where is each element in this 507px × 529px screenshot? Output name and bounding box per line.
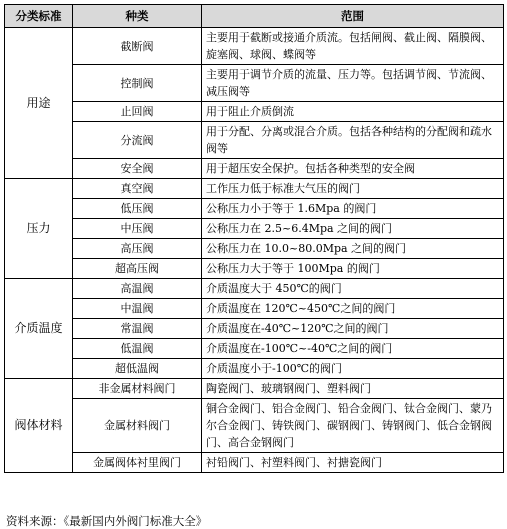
source-note: 资料来源：《最新国内外阀门标准大全》	[6, 514, 208, 528]
valve-classification-table	[4, 4, 504, 473]
table-row	[5, 259, 504, 279]
range-cell: 用于超压安全保护。包括各种类型的安全阀	[202, 159, 504, 179]
type-cell: 金属阀体衬里阀门	[73, 453, 202, 473]
table-header-row	[5, 5, 504, 28]
range-cell: 公称压力在 2.5~6.4Mpa 之间的阀门	[202, 219, 504, 239]
type-cell: 金属材料阀门	[73, 399, 202, 453]
range-cell: 主要用于调节介质的流量、压力等。包括调节阀、节流阀、减压阀等	[202, 65, 504, 102]
table-body	[5, 28, 504, 473]
range-cell: 介质温度在-40℃~120℃之间的阀门	[202, 319, 504, 339]
table-row	[5, 379, 504, 399]
category-cell: 用途	[5, 28, 73, 179]
range-cell: 铜合金阀门、铝合金阀门、铅合金阀门、钛合金阀门、蒙乃尔合金阀门、铸铁阀门、碳钢阀门、铸钢阀门、低合金钢阀门、高合金钢阀门	[202, 399, 504, 453]
header-range: 范围	[202, 5, 504, 28]
range-cell: 公称压力在 10.0~80.0Mpa 之间的阀门	[202, 239, 504, 259]
type-cell: 高温阀	[73, 279, 202, 299]
range-cell: 介质温度在-100℃~-40℃之间的阀门	[202, 339, 504, 359]
type-cell: 安全阀	[73, 159, 202, 179]
type-cell: 控制阀	[73, 65, 202, 102]
table-row	[5, 122, 504, 159]
header-type: 种类	[73, 5, 202, 28]
header-classification-standard: 分类标准	[5, 5, 73, 28]
table-row	[5, 102, 504, 122]
table-row	[5, 453, 504, 473]
range-cell: 用于阻止介质倒流	[202, 102, 504, 122]
type-cell: 真空阀	[73, 179, 202, 199]
range-cell: 介质温度小于-100℃的阀门	[202, 359, 504, 379]
type-cell: 低压阀	[73, 199, 202, 219]
table-row	[5, 65, 504, 102]
type-cell: 非金属材料阀门	[73, 379, 202, 399]
table-row	[5, 339, 504, 359]
table-row	[5, 159, 504, 179]
type-cell: 中温阀	[73, 299, 202, 319]
table-row	[5, 319, 504, 339]
range-cell: 陶瓷阀门、玻璃钢阀门、塑料阀门	[202, 379, 504, 399]
range-cell: 公称压力小于等于 1.6Mpa 的阀门	[202, 199, 504, 219]
category-cell: 阀体材料	[5, 379, 73, 473]
range-cell: 公称压力大于等于 100Mpa 的阀门	[202, 259, 504, 279]
type-cell: 中压阀	[73, 219, 202, 239]
category-cell: 介质温度	[5, 279, 73, 379]
table-row	[5, 179, 504, 199]
type-cell: 常温阀	[73, 319, 202, 339]
table-row	[5, 299, 504, 319]
table-row	[5, 199, 504, 219]
table-row	[5, 219, 504, 239]
range-cell: 用于分配、分离或混合介质。包括各种结构的分配阀和疏水阀等	[202, 122, 504, 159]
range-cell: 工作压力低于标准大气压的阀门	[202, 179, 504, 199]
range-cell: 衬铅阀门、衬塑料阀门、衬搪瓷阀门	[202, 453, 504, 473]
type-cell: 高压阀	[73, 239, 202, 259]
type-cell: 止回阀	[73, 102, 202, 122]
table-row	[5, 399, 504, 453]
table-row	[5, 279, 504, 299]
type-cell: 截断阀	[73, 28, 202, 65]
range-cell: 主要用于截断或接通介质流。包括闸阀、截止阀、隔膜阀、旋塞阀、球阀、蝶阀等	[202, 28, 504, 65]
range-cell: 介质温度大于 450℃的阀门	[202, 279, 504, 299]
table-row	[5, 239, 504, 259]
type-cell: 分流阀	[73, 122, 202, 159]
type-cell: 超高压阀	[73, 259, 202, 279]
table-row	[5, 28, 504, 65]
range-cell: 介质温度在 120℃~450℃之间的阀门	[202, 299, 504, 319]
valve-classification-document	[4, 4, 503, 473]
type-cell: 低温阀	[73, 339, 202, 359]
category-cell: 压力	[5, 179, 73, 279]
type-cell: 超低温阀	[73, 359, 202, 379]
table-row	[5, 359, 504, 379]
